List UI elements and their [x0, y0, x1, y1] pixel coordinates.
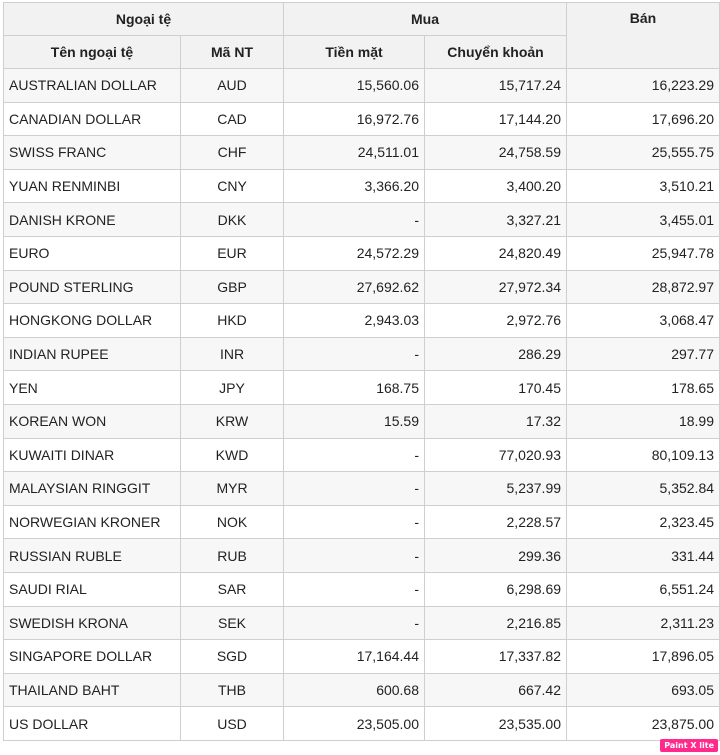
currency-name-cell: YUAN RENMINBI [4, 169, 181, 203]
currency-code-cell: GBP [181, 270, 284, 304]
currency-code-cell: USD [181, 707, 284, 741]
currency-name-cell: NORWEGIAN KRONER [4, 505, 181, 539]
sell-cell: 2,311.23 [567, 606, 720, 640]
table-body [4, 69, 720, 741]
table-row [4, 102, 720, 136]
transfer-buy-cell: 5,237.99 [425, 472, 567, 506]
watermark-badge: Paint X lite [660, 739, 718, 752]
header-cash: Tiền mặt [284, 36, 425, 69]
header-buy: Mua [284, 3, 567, 36]
currency-name-cell: EURO [4, 236, 181, 270]
currency-name-cell: SAUDI RIAL [4, 572, 181, 606]
sell-cell: 2,323.45 [567, 505, 720, 539]
table-row [4, 304, 720, 338]
sell-cell: 693.05 [567, 673, 720, 707]
cash-buy-cell: 3,366.20 [284, 169, 425, 203]
currency-code-cell: SEK [181, 606, 284, 640]
table-row [4, 673, 720, 707]
cash-buy-cell: 15,560.06 [284, 69, 425, 103]
currency-name-cell: KUWAITI DINAR [4, 438, 181, 472]
transfer-buy-cell: 3,327.21 [425, 203, 567, 237]
sell-cell: 23,875.00 [567, 707, 720, 741]
transfer-buy-cell: 2,972.76 [425, 304, 567, 338]
header-sell: Bán [567, 3, 720, 69]
sell-cell: 297.77 [567, 337, 720, 371]
table-row [4, 438, 720, 472]
table-row [4, 270, 720, 304]
transfer-buy-cell: 3,400.20 [425, 169, 567, 203]
currency-code-cell: CNY [181, 169, 284, 203]
cash-buy-cell: 24,572.29 [284, 236, 425, 270]
transfer-buy-cell: 27,972.34 [425, 270, 567, 304]
currency-name-cell: MALAYSIAN RINGGIT [4, 472, 181, 506]
currency-code-cell: NOK [181, 505, 284, 539]
currency-code-cell: SAR [181, 572, 284, 606]
currency-name-cell: SWISS FRANC [4, 136, 181, 170]
table-row [4, 136, 720, 170]
currency-code-cell: JPY [181, 371, 284, 405]
transfer-buy-cell: 2,216.85 [425, 606, 567, 640]
transfer-buy-cell: 6,298.69 [425, 572, 567, 606]
currency-name-cell: AUSTRALIAN DOLLAR [4, 69, 181, 103]
sell-cell: 3,510.21 [567, 169, 720, 203]
cash-buy-cell: - [284, 203, 425, 237]
table-row [4, 69, 720, 103]
currency-name-cell: THAILAND BAHT [4, 673, 181, 707]
sell-cell: 3,068.47 [567, 304, 720, 338]
currency-code-cell: CAD [181, 102, 284, 136]
sell-cell: 28,872.97 [567, 270, 720, 304]
table-row [4, 606, 720, 640]
transfer-buy-cell: 17.32 [425, 404, 567, 438]
currency-name-cell: INDIAN RUPEE [4, 337, 181, 371]
currency-code-cell: MYR [181, 472, 284, 506]
table-row [4, 337, 720, 371]
sell-cell: 5,352.84 [567, 472, 720, 506]
currency-code-cell: THB [181, 673, 284, 707]
header-currency-name: Tên ngoại tệ [4, 36, 181, 69]
currency-name-cell: DANISH KRONE [4, 203, 181, 237]
sell-cell: 331.44 [567, 539, 720, 573]
cash-buy-cell: 24,511.01 [284, 136, 425, 170]
currency-name-cell: YEN [4, 371, 181, 405]
table-row [4, 707, 720, 741]
cash-buy-cell: - [284, 505, 425, 539]
sell-cell: 6,551.24 [567, 572, 720, 606]
table-row [4, 505, 720, 539]
cash-buy-cell: 15.59 [284, 404, 425, 438]
table-row [4, 404, 720, 438]
transfer-buy-cell: 299.36 [425, 539, 567, 573]
sell-cell: 80,109.13 [567, 438, 720, 472]
cash-buy-cell: 23,505.00 [284, 707, 425, 741]
table-row [4, 640, 720, 674]
transfer-buy-cell: 17,144.20 [425, 102, 567, 136]
currency-name-cell: US DOLLAR [4, 707, 181, 741]
currency-code-cell: CHF [181, 136, 284, 170]
cash-buy-cell: - [284, 472, 425, 506]
transfer-buy-cell: 24,758.59 [425, 136, 567, 170]
transfer-buy-cell: 17,337.82 [425, 640, 567, 674]
transfer-buy-cell: 77,020.93 [425, 438, 567, 472]
table-row [4, 572, 720, 606]
cash-buy-cell: 17,164.44 [284, 640, 425, 674]
transfer-buy-cell: 667.42 [425, 673, 567, 707]
header-transfer: Chuyển khoản [425, 36, 567, 69]
transfer-buy-cell: 15,717.24 [425, 69, 567, 103]
cash-buy-cell: - [284, 572, 425, 606]
sell-cell: 18.99 [567, 404, 720, 438]
cash-buy-cell: - [284, 438, 425, 472]
cash-buy-cell: 168.75 [284, 371, 425, 405]
sell-cell: 25,555.75 [567, 136, 720, 170]
sell-cell: 17,896.05 [567, 640, 720, 674]
transfer-buy-cell: 2,228.57 [425, 505, 567, 539]
sell-cell: 178.65 [567, 371, 720, 405]
currency-name-cell: KOREAN WON [4, 404, 181, 438]
sell-cell: 17,696.20 [567, 102, 720, 136]
transfer-buy-cell: 170.45 [425, 371, 567, 405]
currency-code-cell: DKK [181, 203, 284, 237]
cash-buy-cell: - [284, 539, 425, 573]
table-row [4, 539, 720, 573]
cash-buy-cell: - [284, 606, 425, 640]
transfer-buy-cell: 286.29 [425, 337, 567, 371]
header-foreign-currency: Ngoại tệ [4, 3, 284, 36]
transfer-buy-cell: 24,820.49 [425, 236, 567, 270]
cash-buy-cell: 2,943.03 [284, 304, 425, 338]
table-row [4, 203, 720, 237]
currency-name-cell: SWEDISH KRONA [4, 606, 181, 640]
table-row [4, 169, 720, 203]
currency-code-cell: INR [181, 337, 284, 371]
currency-code-cell: AUD [181, 69, 284, 103]
currency-code-cell: HKD [181, 304, 284, 338]
currency-code-cell: KWD [181, 438, 284, 472]
currency-name-cell: HONGKONG DOLLAR [4, 304, 181, 338]
table-row [4, 236, 720, 270]
sell-cell: 25,947.78 [567, 236, 720, 270]
cash-buy-cell: 600.68 [284, 673, 425, 707]
cash-buy-cell: 27,692.62 [284, 270, 425, 304]
table-row [4, 371, 720, 405]
sell-cell: 3,455.01 [567, 203, 720, 237]
transfer-buy-cell: 23,535.00 [425, 707, 567, 741]
currency-code-cell: SGD [181, 640, 284, 674]
table-row [4, 472, 720, 506]
sell-cell: 16,223.29 [567, 69, 720, 103]
currency-code-cell: EUR [181, 236, 284, 270]
currency-code-cell: KRW [181, 404, 284, 438]
currency-name-cell: POUND STERLING [4, 270, 181, 304]
cash-buy-cell: 16,972.76 [284, 102, 425, 136]
currency-code-cell: RUB [181, 539, 284, 573]
exchange-rate-table [3, 2, 720, 741]
currency-name-cell: RUSSIAN RUBLE [4, 539, 181, 573]
cash-buy-cell: - [284, 337, 425, 371]
header-currency-code: Mã NT [181, 36, 284, 69]
currency-name-cell: SINGAPORE DOLLAR [4, 640, 181, 674]
currency-name-cell: CANADIAN DOLLAR [4, 102, 181, 136]
